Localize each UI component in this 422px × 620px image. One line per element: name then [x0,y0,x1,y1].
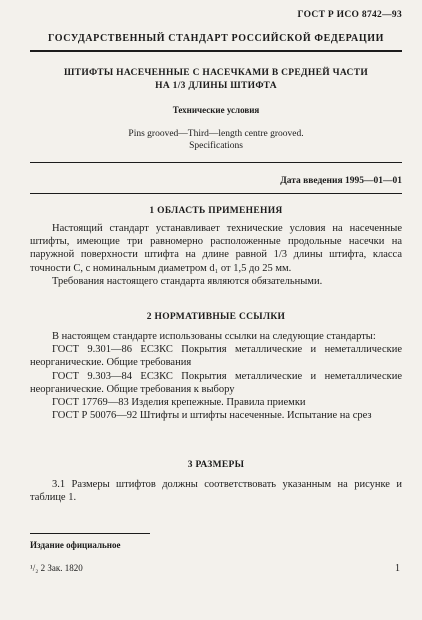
reference-gost-9-301: ГОСТ 9.301—86 ЕСЗКС Покрытия металлические и неметаллические неорганические. Общие требования [30,344,402,369]
reference-gost-17769: ГОСТ 17769—83 Изделия крепежные. Правила приемки [52,397,306,409]
header-rule [30,50,402,52]
section-1-paragraph-1: Настоящий стандарт устанавливает технические условия на насеченные штифты, имеющие три равномерно расположенные продольные насечки на паружной поверхности штифта на длине равной 1/3 длины штифта, класса точности С, с номинальным диаметром d₁ от 1,5 до 25 мм. [30,223,402,274]
reference-gost-9-303: ГОСТ 9.303—84 ЕСЗКС Покрытия металлические и неметаллические неорганические. Общие требования к выбору [30,370,402,395]
section-2-body [30,330,402,422]
effective-date: Дата введения 1995—01—01 [280,176,402,186]
section-3-heading: 3 РАЗМЕРЫ [187,460,245,470]
document-title [40,67,392,93]
title-line-1: ШТИФТЫ НАСЕЧЕННЫЕ С НАСЕЧКАМИ В СРЕДНЕЙ ЧАСТИ [63,68,369,78]
section-3-paragraph-1: 3.1 Размеры штифтов должны соответствовать указанным на рисунке и таблице 1. [30,479,402,504]
reference-gost-r-50076: ГОСТ Р 50076—92 Штифты и штифты насеченные. Испытание на срез [52,410,372,422]
section-3-body [30,478,402,504]
standard-title: ГОСУДАРСТВЕННЫЙ СТАНДАРТ РОССИЙСКОЙ ФЕДЕРАЦИИ [48,33,384,44]
standard-code: ГОСТ Р ИСО 8742—93 [297,10,402,20]
printing-imprint: ¹/₂ 2 Зак. 1820 [30,563,83,573]
date-rule [30,193,402,194]
section-1-body [30,222,402,288]
subtitle-en-line-2: Specifications [189,141,243,151]
subtitle-russian: Технические условия [172,105,260,115]
subtitle-english [40,128,392,152]
section-1-paragraph-2: Требования настоящего стандарта являются обязательными. [52,275,323,287]
section-2-heading: 2 НОРМАТИВНЫЕ ССЫЛКИ [146,312,286,322]
edition-label: Издание официальное [30,540,121,550]
page-number: 1 [395,563,400,574]
title-line-2: НА 1/3 ДЛИНЫ ШТИФТА [155,81,277,91]
subtitle-en-line-1: Pins grooved—Third—length centre grooved. [128,129,304,139]
section-1-heading: 1 ОБЛАСТЬ ПРИМЕНЕНИЯ [149,206,283,216]
title-rule [30,162,402,163]
section-2-paragraph-1: В настоящем стандарте использованы ссылки на следующие стандарты: [52,331,376,342]
footer-rule [30,533,150,534]
